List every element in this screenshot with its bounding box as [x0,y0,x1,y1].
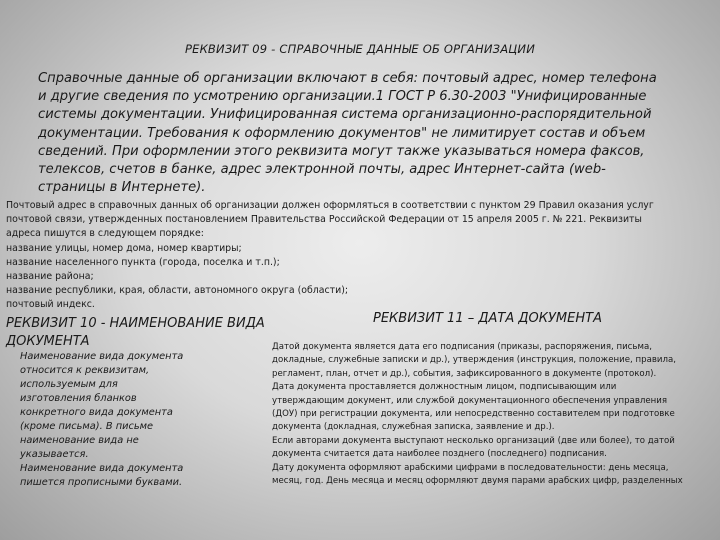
rekvizit-11-line: документа считается дата наиболее позднего (последнего) подписания. [272,449,607,460]
postal-line: название улицы, номер дома, номер квартиры; [6,242,242,254]
rekvizit-10-line: (кроме письма). В письме [20,421,154,432]
rekvizit-11-line: (ДОУ) при регистрации документа, или непосредственно составителем при подготовке [272,409,675,420]
rekvizit-10-line: изготовления бланков [20,393,137,404]
rekvizit-11-body [272,341,712,488]
rekvizit-10-line: указывается. [20,449,89,460]
rekvizit-10-line: наименование вида не [20,435,139,446]
rekvizit-10-line: используемым для [20,379,118,390]
rekvizit-10-line: пишется прописными буквами. [20,477,183,488]
rekvizit-11-line: Датой документа является дата его подписания (приказы, распоряжения, письма, [272,342,652,352]
rekvizit-11-line: утверждающим документ, или службой документационного обеспечения управления [272,395,668,406]
postal-line: адреса пишутся в следующем порядке: [6,228,204,240]
rekvizit-11-title: РЕКВИЗИТ 11 – ДАТА ДОКУМЕНТА [373,311,602,326]
rekvizit-10-line: Наименование вида документа [20,351,184,362]
postal-address-section [6,199,706,313]
intro-paragraph: Справочные данные об организации включают в себя: почтовый адрес, номер телефона и другие сведения по усмотрению организации.1 ГОСТ Р 6.30-2003 "Унифицированные системы документации. Унифицированная система организационно-распорядительной документации. Требования к оформлению документов" не лимитирует состав и объем сведений. При оформлении этого реквизита могут также указываться номера факсов, телексов, счетов в банке, адрес электронной почты, адрес Интернет-сайта (web-страницы в Интернете). [38,71,657,196]
rekvizit-11-line: регламент, план, отчет и др.), события, зафиксированного в документе (протокол). [272,368,657,379]
rekvizit-11-line: Дату документа оформляют арабскими цифрами в последовательности: день месяца, [272,462,669,473]
postal-line: почтовой связи, утвержденных постановлением Правительства Российской Федерации от 15 апреля 2005 г. № 221. Реквизиты [6,214,642,226]
rekvizit-10-line: относится к реквизитам, [20,365,150,376]
postal-line: название республики, края, области, автономного округа (области); [6,285,349,297]
rekvizit-10-line: Наименование вида документа [20,463,184,474]
rekvizit-11-line: Дата документа проставляется должностным лицом, подписывающим или [272,382,617,393]
postal-line: Почтовый адрес в справочных данных об организации должен оформляться в соответствии с пунктом 29 Правил оказания услуг [6,200,654,211]
postal-line: почтовый индекс. [6,299,95,311]
slide-title: РЕКВИЗИТ 09 - СПРАВОЧНЫЕ ДАННЫЕ ОБ ОРГАНИЗАЦИИ [184,42,536,56]
rekvizit-10-title: РЕКВИЗИТ 10 - НАИМЕНОВАНИЕ ВИДА ДОКУМЕНТА [6,316,265,349]
rekvizit-10-line: конкретного вида документа [20,407,173,418]
rekvizit-11-line: Если авторами документа выступают несколько организаций (две или более), то датой [272,435,675,446]
rekvizit-11-line: месяц, год. День месяца и месяц оформляют двумя парами арабских цифр, разделенных [272,476,683,487]
rekvizit-10-body [20,350,200,490]
postal-line: название района; [6,271,94,283]
rekvizit-11-line: документа (докладная, служебная записка, заявление и др.). [272,422,555,433]
postal-line: название населенного пункта (города, поселка и т.п.); [6,256,280,268]
rekvizit-11-line: докладные, служебные записки и др.), утверждения (инструкция, положение, правила, [272,355,676,366]
